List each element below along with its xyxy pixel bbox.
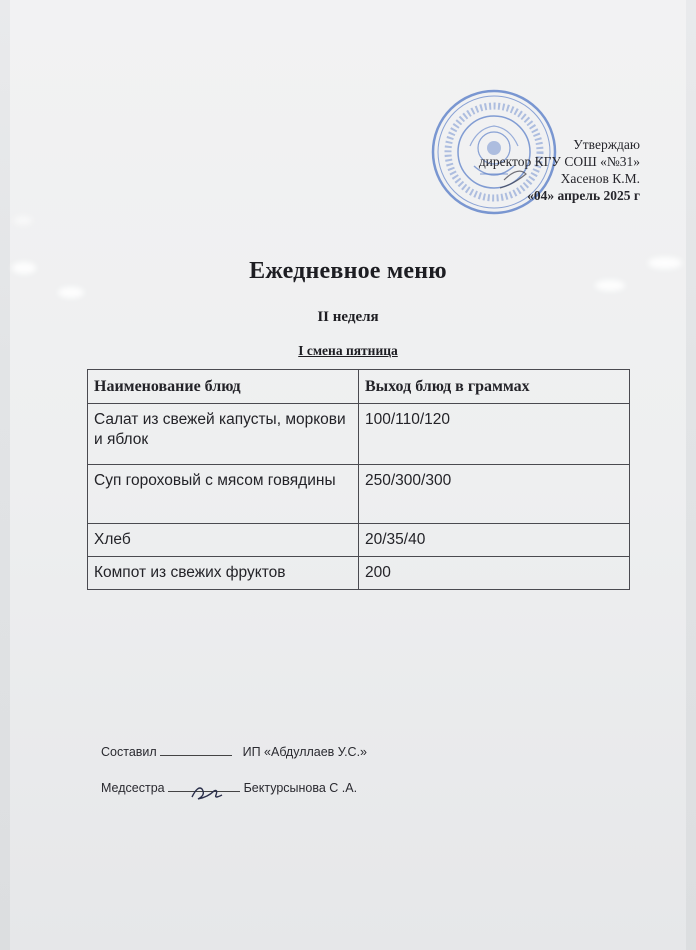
nurse-label: Медсестра — [101, 781, 165, 795]
approval-date-month-year: апрель 2025 г — [557, 188, 640, 203]
dish-name: Суп гороховый с мясом говядины — [88, 465, 359, 524]
dish-portion: 250/300/300 — [359, 465, 630, 524]
table-header-row — [88, 370, 630, 404]
column-header-portion: Выход блюд в граммах — [359, 370, 630, 404]
light-reflection — [58, 287, 84, 298]
shift-label: I смена пятница — [298, 343, 398, 358]
dish-name: Салат из свежей капусты, моркови и яблок — [88, 404, 359, 465]
compiled-by-line — [101, 745, 367, 759]
signature-blank — [160, 755, 232, 756]
approval-heading: Утверждаю — [573, 137, 640, 152]
nurse-line — [101, 781, 357, 795]
dish-portion: 100/110/120 — [359, 404, 630, 465]
page-title: Ежедневное меню — [249, 258, 447, 284]
approval-block — [479, 136, 640, 204]
table-row — [88, 557, 630, 590]
dish-name: Хлеб — [88, 524, 359, 557]
approval-position: директор КГУ СОШ «№31» — [478, 154, 640, 169]
compiled-by-label: Составил — [101, 745, 157, 759]
approval-director-name: Хасенов К.М. — [560, 171, 640, 186]
signature-blank — [168, 791, 240, 792]
table-row — [88, 524, 630, 557]
column-header-dish: Наименование блюд — [88, 370, 359, 404]
approval-date — [479, 187, 640, 204]
handwritten-signature-icon — [188, 783, 228, 803]
table-row — [88, 465, 630, 524]
week-label: II неделя — [317, 309, 379, 325]
nurse-name: Бектурсынова С .А. — [243, 781, 358, 795]
dish-portion: 20/35/40 — [359, 524, 630, 557]
table-row — [88, 404, 630, 465]
compiled-by-name: ИП «Абдуллаев У.С.» — [242, 745, 368, 759]
light-reflection — [14, 216, 32, 225]
dish-name: Компот из свежих фруктов — [88, 557, 359, 590]
approval-date-day: «04» — [527, 188, 555, 203]
menu-table — [87, 369, 630, 590]
dish-portion: 200 — [359, 557, 630, 590]
